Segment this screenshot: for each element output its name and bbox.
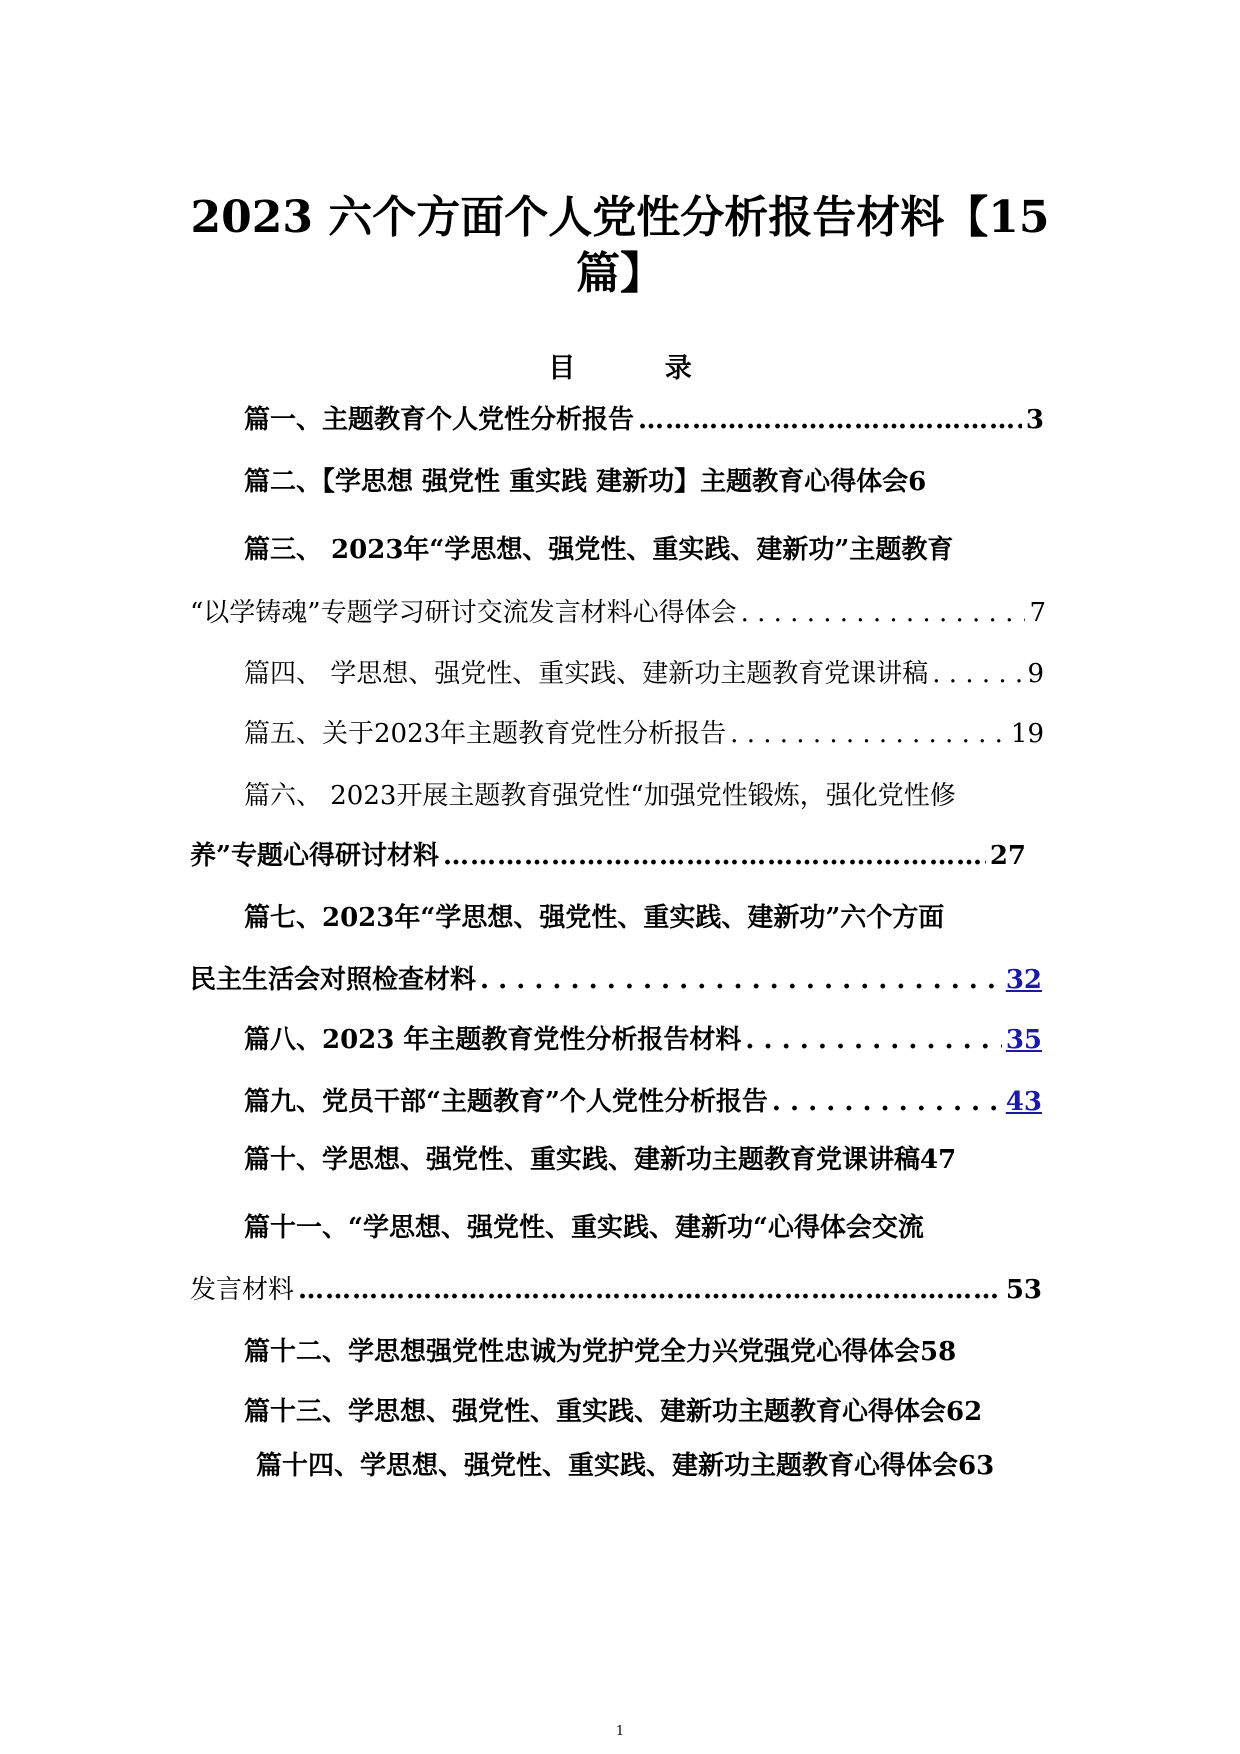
toc-entry-page: 58 xyxy=(920,1337,957,1367)
toc-leader-dots xyxy=(480,960,1002,1000)
toc-entry-6-line-1[interactable]: 篇六、 2023开展主题教育强党性“加强党性锻炼，强化党性修 xyxy=(244,781,956,811)
toc-entry-13[interactable] xyxy=(244,1392,1084,1432)
toc-entry-page: 9 xyxy=(1027,659,1044,689)
toc-entry-page-link[interactable]: 35 xyxy=(1005,1025,1042,1055)
toc-leader-dots xyxy=(443,836,986,876)
document-title-line-1: 2023 六个方面个人党性分析报告材料【15 xyxy=(190,192,1050,243)
toc-entry-page: 62 xyxy=(946,1397,983,1427)
toc-entry-label: 篇四、 学思想、强党性、重实践、建新功主题教育党课讲稿 xyxy=(244,659,929,689)
toc-leader-dots xyxy=(638,400,1022,440)
toc-entry-8[interactable] xyxy=(244,1020,1042,1060)
toc-entry-label: 篇九、党员干部“主题教育”个人党性分析报告 xyxy=(244,1087,768,1117)
toc-entry-label: 民主生活会对照检查材料 xyxy=(190,965,477,995)
toc-entry-page: 63 xyxy=(958,1451,995,1481)
toc-leader-dots xyxy=(932,654,1023,694)
toc-entry-page: 3 xyxy=(1025,405,1044,435)
toc-leader-dots xyxy=(745,1020,1001,1060)
toc-entry-page: 6 xyxy=(908,467,927,497)
toc-entry-3[interactable] xyxy=(190,593,1046,633)
page-number: 1 xyxy=(615,1724,625,1739)
toc-entry-7-line-1[interactable]: 篇七、2023年“学思想、强党性、重实践、建新功”六个方面 xyxy=(244,903,945,933)
toc-entry-page-link[interactable]: 32 xyxy=(1005,965,1042,995)
toc-entry-3-line-1[interactable]: 篇三、 2023年“学思想、强党性、重实践、建新功”主题教育 xyxy=(244,535,954,565)
toc-entry-label: 篇八、2023 年主题教育党性分析报告材料 xyxy=(244,1025,742,1055)
toc-heading: 目 录 xyxy=(548,353,732,384)
toc-entry-page-link[interactable]: 43 xyxy=(1005,1087,1042,1117)
toc-entry-label: 篇十二、学思想强党性忠诚为党护党全力兴党强党心得体会 xyxy=(244,1337,921,1367)
toc-entry-page: 19 xyxy=(1010,719,1044,749)
toc-entry-page: 27 xyxy=(989,841,1026,871)
toc-leader-dots xyxy=(298,1270,1002,1310)
toc-entry-11-line-1[interactable]: 篇十一、“学思想、强党性、重实践、建新功“心得体会交流 xyxy=(244,1213,924,1243)
toc-entry-label: 篇五、关于2023年主题教育党性分析报告 xyxy=(244,719,727,749)
toc-entry-label: 养”专题心得研讨材料 xyxy=(190,841,439,871)
toc-entry-4[interactable] xyxy=(244,654,1044,694)
toc-entry-14[interactable] xyxy=(256,1446,1096,1486)
toc-entry-9[interactable] xyxy=(244,1082,1042,1122)
toc-entry-label: 篇二、【学思想 强党性 重实践 建新功】主题教育心得体会 xyxy=(244,467,909,497)
toc-entry-label: 篇十三、学思想、强党性、重实践、建新功主题教育心得体会 xyxy=(244,1397,947,1427)
toc-leader-dots xyxy=(741,593,1026,633)
toc-entry-label: “以学铸魂”专题学习研讨交流发言材料心得体会 xyxy=(190,598,737,628)
toc-entry-1[interactable] xyxy=(244,400,1044,440)
toc-entry-11[interactable] xyxy=(190,1270,1042,1310)
toc-entry-10[interactable] xyxy=(244,1140,1044,1180)
toc-leader-dots xyxy=(730,714,1007,754)
toc-entry-7[interactable] xyxy=(190,960,1042,1000)
toc-entry-page: 53 xyxy=(1005,1275,1042,1305)
toc-entry-page: 47 xyxy=(920,1145,957,1175)
toc-entry-5[interactable] xyxy=(244,714,1044,754)
toc-entry-2[interactable] xyxy=(244,462,1044,502)
toc-entry-12[interactable] xyxy=(244,1332,1044,1372)
toc-entry-label: 篇十四、学思想、强党性、重实践、建新功主题教育心得体会 xyxy=(256,1451,959,1481)
toc-entry-page: 7 xyxy=(1029,598,1046,628)
toc-entry-label: 篇一、主题教育个人党性分析报告 xyxy=(244,405,635,435)
toc-entry-label: 发言材料 xyxy=(190,1275,295,1305)
toc-entry-label: 篇十、学思想、强党性、重实践、建新功主题教育党课讲稿 xyxy=(244,1145,921,1175)
document-title-line-2: 篇】 xyxy=(576,248,664,299)
toc-entry-6[interactable] xyxy=(190,836,1026,876)
toc-leader-dots xyxy=(772,1082,1002,1122)
